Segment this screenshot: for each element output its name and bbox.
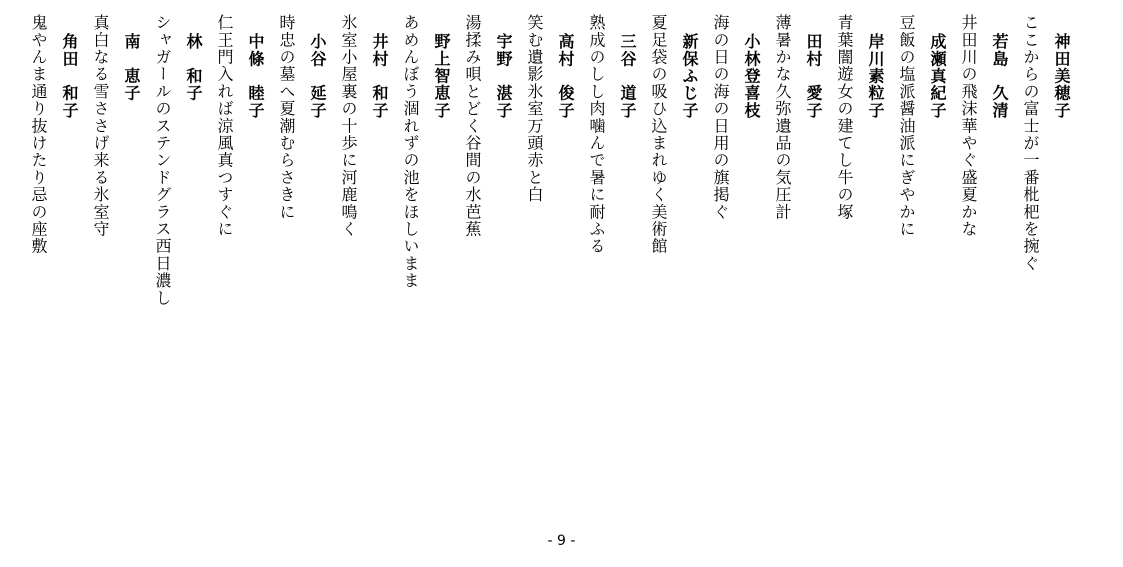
- haiku-columns: [17, 12, 1071, 492]
- haiku-text: あめんぼう涸れずの池をほしいまま: [401, 14, 420, 290]
- haiku-text: 夏足袋の吸ひ込まれゆく美術館: [649, 14, 668, 255]
- author-name: 成瀬真紀子: [928, 33, 947, 119]
- haiku-entry: [772, 12, 823, 492]
- haiku-text: 豆飯の塩派醤油派にぎやかに: [897, 14, 916, 238]
- author-name: 小谷 延子: [308, 33, 327, 119]
- haiku-entry: [958, 12, 1009, 492]
- haiku-text: シャガールのステンドグラス西日濃し: [153, 14, 172, 307]
- haiku-text: 笑む遺影氷室万頭赤と白: [525, 14, 544, 204]
- haiku-entry: [400, 12, 451, 492]
- haiku-text: 仁王門入れば涼風真つすぐに: [215, 14, 234, 238]
- author-name: 若島 久清: [990, 33, 1009, 119]
- author-name: 中條 睦子: [246, 33, 265, 119]
- haiku-entry: [896, 12, 947, 492]
- haiku-entry: [214, 12, 265, 492]
- author-name: 神田美穂子: [1052, 33, 1071, 119]
- haiku-entry: [28, 12, 79, 492]
- author-name: 南 恵子: [122, 33, 141, 102]
- haiku-text: 井田川の飛沫華やぐ盛夏かな: [959, 14, 978, 238]
- author-name: 井村 和子: [370, 33, 389, 119]
- haiku-text: 湯揉み唄とどく谷間の水芭蕉: [463, 14, 482, 238]
- author-name: 高村 俊子: [556, 33, 575, 119]
- haiku-entry: [462, 12, 513, 492]
- author-name: 角田 和子: [60, 33, 79, 119]
- haiku-text: 真白なる雪ささげ来る氷室守: [91, 14, 110, 238]
- haiku-text: 鬼やんま通り抜けたり忌の座敷: [29, 14, 48, 255]
- haiku-text: 氷室小屋裏の十歩に河鹿鳴く: [339, 14, 358, 238]
- haiku-entry: [648, 12, 699, 492]
- haiku-entry: [276, 12, 327, 492]
- haiku-text: 時忠の墓へ夏潮むらさきに: [277, 14, 296, 221]
- haiku-text: 薄暑かな久弥遺品の気圧計: [773, 14, 792, 221]
- haiku-entry: [90, 12, 141, 492]
- author-name: 岸川素粒子: [866, 33, 885, 119]
- haiku-entry: [338, 12, 389, 492]
- haiku-entry: [1020, 12, 1071, 492]
- haiku-entry: [834, 12, 885, 492]
- haiku-entry: [586, 12, 637, 492]
- haiku-text: ここからの富士が一番枇杷を捥ぐ: [1021, 14, 1040, 272]
- author-name: 小林登喜枝: [742, 33, 761, 119]
- haiku-text: 熟成のしし肉噛んで暑に耐ふる: [587, 14, 606, 255]
- author-name: 新保ふじ子: [680, 33, 699, 119]
- author-name: 野上智恵子: [432, 33, 451, 119]
- author-name: 宇野 湛子: [494, 33, 513, 119]
- page-number: - 9 -: [547, 533, 576, 549]
- author-name: 林 和子: [184, 33, 203, 102]
- author-name: 三谷 道子: [618, 33, 637, 119]
- author-name: 田村 愛子: [804, 33, 823, 119]
- haiku-entry: [152, 12, 203, 492]
- haiku-entry: [524, 12, 575, 492]
- haiku-text: 海の日の海の日用の旗掲ぐ: [711, 14, 730, 221]
- haiku-text: 青葉闇遊女の建てし牛の塚: [835, 14, 854, 221]
- haiku-entry: [710, 12, 761, 492]
